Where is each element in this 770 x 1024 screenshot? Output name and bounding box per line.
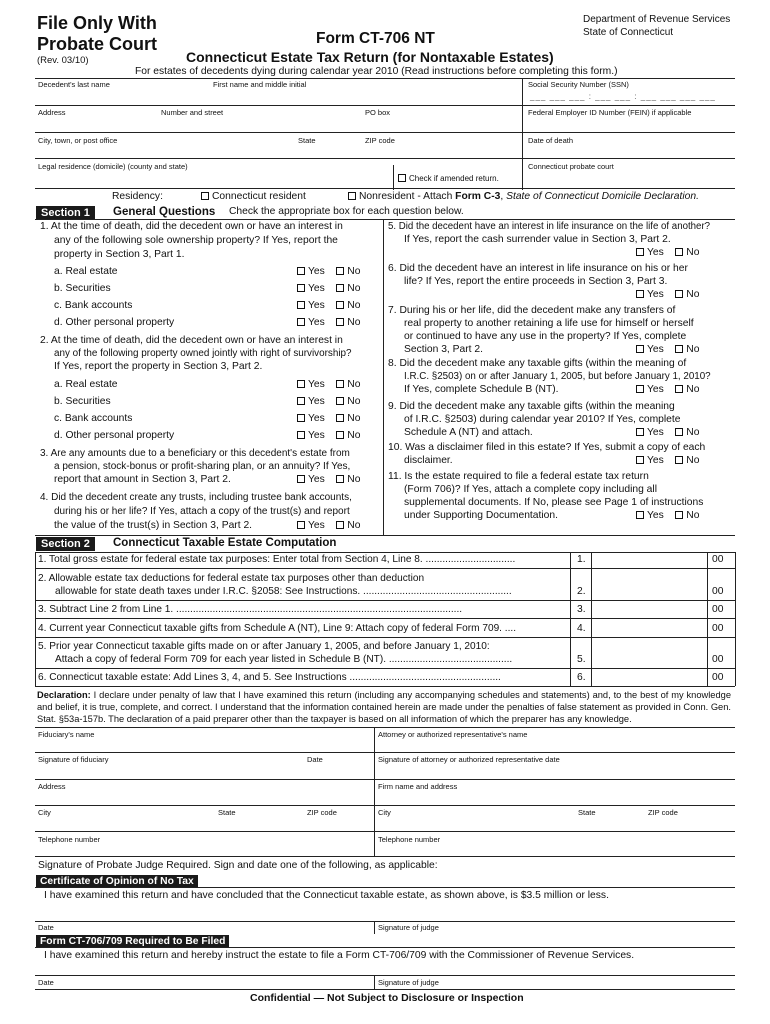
q2-line1: 2. At the time of death, did the decedent own or have an interest in: [40, 335, 343, 346]
section2-tag: Section 2: [36, 537, 95, 551]
q1c-yes-label: Yes: [308, 300, 325, 311]
req-date-label: Date: [38, 978, 54, 987]
footer: Confidential — Not Subject to Disclosure or Inspection: [250, 992, 524, 1004]
q3-no-checkbox[interactable]: [336, 475, 344, 483]
q2a-yes-label: Yes: [308, 379, 325, 390]
q2c-no-label: No: [347, 413, 361, 424]
fid-address-label: Address: [38, 782, 66, 791]
state-label: State: [298, 136, 316, 145]
q2a-no-checkbox[interactable]: [336, 380, 344, 388]
firm-label: Firm name and address: [378, 782, 458, 791]
q10-yes-label: Yes: [647, 455, 664, 466]
q2a-yesno[interactable]: [297, 380, 360, 391]
s2-line3-text1: 3. Subtract Line 2 from Line 1. ......................................................................................................: [38, 604, 463, 615]
q7-line3: or continued to have any use in the property? If Yes, complete: [404, 331, 687, 342]
s2-line4-text1: 4. Current year Connecticut taxable gifts from Schedule A (NT), Line 9: Attach copy of federal Form 709. ....: [38, 623, 517, 634]
section1-instructions: Check the appropriate box for each question below.: [229, 206, 464, 217]
address-label: Address: [38, 108, 66, 117]
probate-intro: Signature of Probate Judge Required. Sign and date one of the following, as applicable:: [38, 860, 438, 871]
q3-yesno[interactable]: [297, 475, 360, 486]
q8-line1: 8. Did the decedent make any taxable gifts (within the meaning of: [388, 358, 687, 369]
q2d-no-label: No: [347, 430, 361, 441]
q5-line2: If Yes, report the cash surrender value in Section 3, Part 2.: [404, 234, 671, 245]
q7-no-label: No: [686, 344, 700, 355]
q7-yes-checkbox[interactable]: [636, 345, 644, 353]
q4-line3: the value of the trust(s) in Section 3, Part 2.: [54, 520, 253, 531]
q1d-yes-label: Yes: [308, 317, 325, 328]
q11-line4: under Supporting Documentation.: [404, 510, 558, 521]
s2-line2-number: 2.: [577, 586, 586, 597]
q2b-yes-checkbox[interactable]: [297, 397, 305, 405]
q2d-label: d. Other personal property: [54, 430, 175, 441]
q11-line3: supplemental documents. If No, please see Page 1 of instructions: [404, 497, 704, 508]
q8-no-label: No: [686, 384, 700, 395]
q8-yesno[interactable]: [636, 385, 699, 396]
q2b-no-checkbox[interactable]: [336, 397, 344, 405]
q10-no-checkbox[interactable]: [675, 456, 683, 464]
s2-line5-text1: 5. Prior year Connecticut taxable gifts made on or after January 1, 2005, and before January 1, 2010:: [38, 641, 490, 652]
resident-checkbox[interactable]: [201, 192, 209, 200]
q2c-yes-label: Yes: [308, 413, 325, 424]
amended-checkbox[interactable]: [398, 174, 406, 182]
q1a-label: a. Real estate: [54, 266, 118, 277]
s2-line6-number: 6.: [577, 672, 586, 683]
q2b-yesno[interactable]: [297, 397, 360, 408]
s2-line5-cents: 00: [712, 654, 724, 665]
q9-line3: Schedule A (NT) and attach.: [404, 427, 533, 438]
city-label: City, town, or post office: [38, 136, 118, 145]
subtitle: For estates of decedents dying during calendar year 2010 (Read instructions before completing this form.): [135, 66, 618, 77]
q7-line4: Section 3, Part 2.: [404, 344, 483, 355]
q8-line3: If Yes, complete Schedule B (NT).: [404, 384, 559, 395]
street-label: Number and street: [161, 108, 224, 117]
probate-court-title: Probate Court: [37, 34, 158, 54]
q11-no-label: No: [686, 510, 700, 521]
q9-no-checkbox[interactable]: [675, 428, 683, 436]
q2c-no-checkbox[interactable]: [336, 414, 344, 422]
q2a-yes-checkbox[interactable]: [297, 380, 305, 388]
q1a-yes-checkbox[interactable]: [297, 267, 305, 275]
q9-yes-label: Yes: [647, 427, 664, 438]
q6-yes-label: Yes: [647, 289, 664, 300]
q1a-yes-label: Yes: [308, 266, 325, 277]
q9-yes-checkbox[interactable]: [636, 428, 644, 436]
q1d-yes-checkbox[interactable]: [297, 318, 305, 326]
q4-line1: 4. Did the decedent create any trusts, including trustee bank accounts,: [40, 492, 352, 503]
q5-no-label: No: [686, 247, 700, 258]
fein-label: Federal Employer ID Number (FEIN) if applicable: [528, 108, 692, 117]
q1b-no-label: No: [347, 283, 361, 294]
q1c-yes-checkbox[interactable]: [297, 301, 305, 309]
q1c-yesno[interactable]: [297, 301, 360, 312]
sig-date-label: Date: [307, 755, 323, 764]
s2-line2-amount-field[interactable]: [592, 584, 706, 599]
q1-line2: any of the following sole ownership property? If Yes, report the: [54, 235, 338, 246]
req-tag: Form CT-706/709 Required to Be Filed: [36, 935, 229, 948]
q5-line1: 5. Did the decedent have an interest in life insurance on the life of another?: [388, 221, 711, 232]
fid-phone-label: Telephone number: [38, 835, 101, 844]
q2c-yesno[interactable]: [297, 414, 360, 425]
q1d-no-label: No: [347, 317, 361, 328]
q11-line1: 11. Is the estate required to file a federal estate tax return: [388, 471, 649, 482]
probate-court-label: Connecticut probate court: [528, 162, 614, 171]
s2-line1-cents: 00: [712, 554, 724, 565]
s2-line3-cents: 00: [712, 604, 724, 615]
last-name-label: Decedent's last name: [38, 80, 110, 89]
fid-zip-label: ZIP code: [307, 808, 337, 817]
q1d-no-checkbox[interactable]: [336, 318, 344, 326]
q7-yesno[interactable]: [636, 345, 699, 356]
s2-line5-amount-field[interactable]: [592, 652, 706, 667]
q9-line1: 9. Did the decedent make any taxable gifts (within the meaning: [388, 401, 675, 412]
q2d-yes-label: Yes: [308, 430, 325, 441]
s2-line4-cents: 00: [712, 623, 724, 634]
s2-line4-amount-field[interactable]: [592, 621, 706, 636]
s2-line2-cents: 00: [712, 586, 724, 597]
resident-option[interactable]: Connecticut resident: [201, 192, 306, 203]
s2-line2-text1: 2. Allowable estate tax deductions for federal estate tax purposes other than deduction: [38, 573, 425, 584]
q5-no-checkbox[interactable]: [675, 248, 683, 256]
att-zip-label: ZIP code: [648, 808, 678, 817]
q10-yesno[interactable]: [636, 456, 699, 467]
q11-no-checkbox[interactable]: [675, 511, 683, 519]
amended-check[interactable]: Check if amended return.: [398, 174, 499, 183]
q1b-no-checkbox[interactable]: [336, 284, 344, 292]
q1d-yesno[interactable]: [297, 318, 360, 329]
q1b-yes-label: Yes: [308, 283, 325, 294]
q1c-label: c. Bank accounts: [54, 300, 133, 311]
declaration: Declaration: I declare under penalty of law that I have examined this return (including any accompanying schedules and statements) and, to the best of my knowledge and belief, it is true, complete, and correct. I understand that the information contained herein are made under the penalties of false statement as provided in Conn. Gen. Stat. §53a-157b. The declaration of a paid preparer other than the taxpayer is based on all information of which the preparer has any knowledge.: [37, 690, 731, 724]
q11-yes-label: Yes: [647, 510, 664, 521]
cert-date-label: Date: [38, 923, 54, 932]
q4-yes-checkbox[interactable]: [297, 521, 305, 529]
q6-no-label: No: [686, 289, 700, 300]
nonresident-checkbox[interactable]: [348, 192, 356, 200]
q3-line3: report that amount in Section 3, Part 2.: [54, 474, 231, 485]
s2-line3-amount-field[interactable]: [592, 602, 706, 617]
form-number: Form CT-706 NT: [316, 30, 435, 47]
q8-line2: I.R.C. §2503) on or after January 1, 2005, but before January 1, 2010?: [404, 371, 711, 382]
q1b-yesno[interactable]: [297, 284, 360, 295]
s2-line1-text1: 1. Total gross estate for federal estate tax purposes: Enter total from Section 4, Line 8. ................................: [38, 554, 516, 565]
q4-yesno[interactable]: [297, 521, 360, 532]
sig-fiduciary-label: Signature of fiduciary: [38, 755, 109, 764]
s2-line6-cents: 00: [712, 672, 724, 683]
fid-city-label: City: [38, 808, 51, 817]
agency-line2: State of Connecticut: [583, 27, 674, 38]
s2-line2-text2: allowable for state death taxes under I.R.C. §2058: See Instructions. .....................................................: [55, 586, 512, 597]
q9-no-label: No: [686, 427, 700, 438]
death-date-label: Date of death: [528, 136, 574, 145]
po-box-label: PO box: [365, 108, 391, 117]
q6-line1: 6. Did the decedent have an interest in life insurance on his or her: [388, 263, 688, 274]
cert-tag: Certificate of Opinion of No Tax: [36, 875, 198, 888]
q2-line3: If Yes, report the property in Section 3, Part 2.: [54, 361, 263, 372]
q2b-no-label: No: [347, 396, 361, 407]
q9-yesno[interactable]: [636, 428, 699, 439]
q10-line2: disclaimer.: [404, 455, 453, 466]
fid-state-label: State: [218, 808, 236, 817]
q1a-yesno[interactable]: [297, 267, 360, 278]
q2b-yes-label: Yes: [308, 396, 325, 407]
q1a-no-checkbox[interactable]: [336, 267, 344, 275]
q5-yes-checkbox[interactable]: [636, 248, 644, 256]
att-city-label: City: [378, 808, 391, 817]
q9-line2: of I.R.C. §2503) during calendar year 2010? If Yes, complete: [404, 414, 681, 425]
q1-line3: property in Section 3, Part 1.: [54, 249, 185, 260]
q11-line2: (Form 706)? If Yes, attach a complete copy including all: [404, 484, 657, 495]
ssn-field[interactable]: ___ ___ ___ : ___ ___ : ___ ___ ___ ___: [530, 92, 716, 101]
s2-line5-number: 5.: [577, 654, 586, 665]
s2-line5-text2: Attach a copy of federal Form 709 for each year listed in Schedule B (NT). ............................................: [55, 654, 513, 665]
q1c-no-label: No: [347, 300, 361, 311]
revision: (Rev. 03/10): [37, 55, 89, 66]
q3-line1: 3. Are any amounts due to a beneficiary or this decedent's estate from: [40, 448, 350, 459]
q2a-label: a. Real estate: [54, 379, 118, 390]
q6-yesno[interactable]: [636, 290, 699, 301]
q1a-no-label: No: [347, 266, 361, 277]
q2c-yes-checkbox[interactable]: [297, 414, 305, 422]
ssn-label: Social Security Number (SSN): [528, 80, 629, 89]
fiduciary-name-label: Fiduciary's name: [38, 730, 95, 739]
q7-line2: real property to another retaining a life use for himself or herself: [404, 318, 694, 329]
req-text: I have examined this return and hereby instruct the estate to file a Form CT-706/709 with the Commissioner of Revenue Services.: [44, 950, 635, 961]
s2-line6-text1: 6. Connecticut taxable estate: Add Lines 3, 4, and 5. See Instructions ......................................................: [38, 672, 501, 683]
q11-yesno[interactable]: [636, 511, 699, 522]
q7-no-checkbox[interactable]: [675, 345, 683, 353]
q7-yes-label: Yes: [647, 344, 664, 355]
q6-no-checkbox[interactable]: [675, 290, 683, 298]
q3-line2: a pension, stock-bonus or profit-sharing plan, or an annuity? If Yes,: [54, 461, 351, 472]
q2a-no-label: No: [347, 379, 361, 390]
agency-line1: Department of Revenue Services: [583, 14, 731, 25]
q6-line2: life? If Yes, report the entire proceeds in Section 3, Part 3.: [404, 276, 668, 287]
form-title: Connecticut Estate Tax Return (for Nontaxable Estates): [186, 49, 554, 65]
sig-attorney-label: Signature of attorney or authorized representative date: [378, 755, 560, 764]
q1b-yes-checkbox[interactable]: [297, 284, 305, 292]
section1-tag: Section 1: [36, 206, 95, 220]
attorney-name-label: Attorney or authorized representative's name: [378, 730, 528, 739]
q10-line1: 10. Was a disclaimer filed in this estate? If Yes, submit a copy of each: [388, 442, 706, 453]
q4-no-label: No: [347, 520, 361, 531]
q4-line2: during his or her life? If Yes, attach a copy of the trust(s) and report: [54, 506, 350, 517]
s2-line3-number: 3.: [577, 604, 586, 615]
first-name-label: First name and middle initial: [213, 80, 307, 89]
s2-line6-amount-field[interactable]: [592, 670, 706, 685]
q2b-label: b. Securities: [54, 396, 111, 407]
q1-line1: 1. At the time of death, did the decedent own or have an interest in: [40, 221, 343, 232]
att-phone-label: Telephone number: [378, 835, 441, 844]
q1c-no-checkbox[interactable]: [336, 301, 344, 309]
q2c-label: c. Bank accounts: [54, 413, 133, 424]
req-judge-label: Signature of judge: [378, 978, 439, 987]
q5-yesno[interactable]: [636, 248, 699, 259]
q10-yes-checkbox[interactable]: [636, 456, 644, 464]
file-only-title: File Only With: [37, 13, 157, 33]
residency-label: Residency:: [112, 191, 163, 202]
q2d-yesno[interactable]: [297, 431, 360, 442]
q7-line1: 7. During his or her life, did the decedent make any transfers of: [388, 305, 676, 316]
zip-label: ZIP code: [365, 136, 395, 145]
q10-no-label: No: [686, 455, 700, 466]
section1-title: General Questions: [113, 206, 216, 218]
q3-no-label: No: [347, 474, 361, 485]
q3-yes-checkbox[interactable]: [297, 475, 305, 483]
nonresident-option[interactable]: Nonresident - Attach Form C-3, State of Connecticut Domicile Declaration.: [348, 192, 699, 203]
q1b-label: b. Securities: [54, 283, 111, 294]
q2d-no-checkbox[interactable]: [336, 431, 344, 439]
q5-yes-label: Yes: [647, 247, 664, 258]
s2-line4-number: 4.: [577, 623, 586, 634]
s2-line1-amount-field[interactable]: [592, 552, 706, 567]
q4-no-checkbox[interactable]: [336, 521, 344, 529]
q8-yes-label: Yes: [647, 384, 664, 395]
q2d-yes-checkbox[interactable]: [297, 431, 305, 439]
cert-text: I have examined this return and have concluded that the Connecticut taxable estate, as shown above, is $3.5 million or less.: [44, 890, 609, 901]
q8-yes-checkbox[interactable]: [636, 385, 644, 393]
q1d-label: d. Other personal property: [54, 317, 175, 328]
s2-line1-number: 1.: [577, 554, 586, 565]
residence-label: Legal residence (domicile) (county and state): [38, 162, 188, 171]
q3-yes-label: Yes: [308, 474, 325, 485]
section2-title: Connecticut Taxable Estate Computation: [113, 537, 337, 549]
q4-yes-label: Yes: [308, 520, 325, 531]
q11-yes-checkbox[interactable]: [636, 511, 644, 519]
cert-judge-label: Signature of judge: [378, 923, 439, 932]
q6-yes-checkbox[interactable]: [636, 290, 644, 298]
att-state-label: State: [578, 808, 596, 817]
q2-line2: any of the following property owned jointly with right of survivorship?: [54, 348, 352, 359]
q8-no-checkbox[interactable]: [675, 385, 683, 393]
